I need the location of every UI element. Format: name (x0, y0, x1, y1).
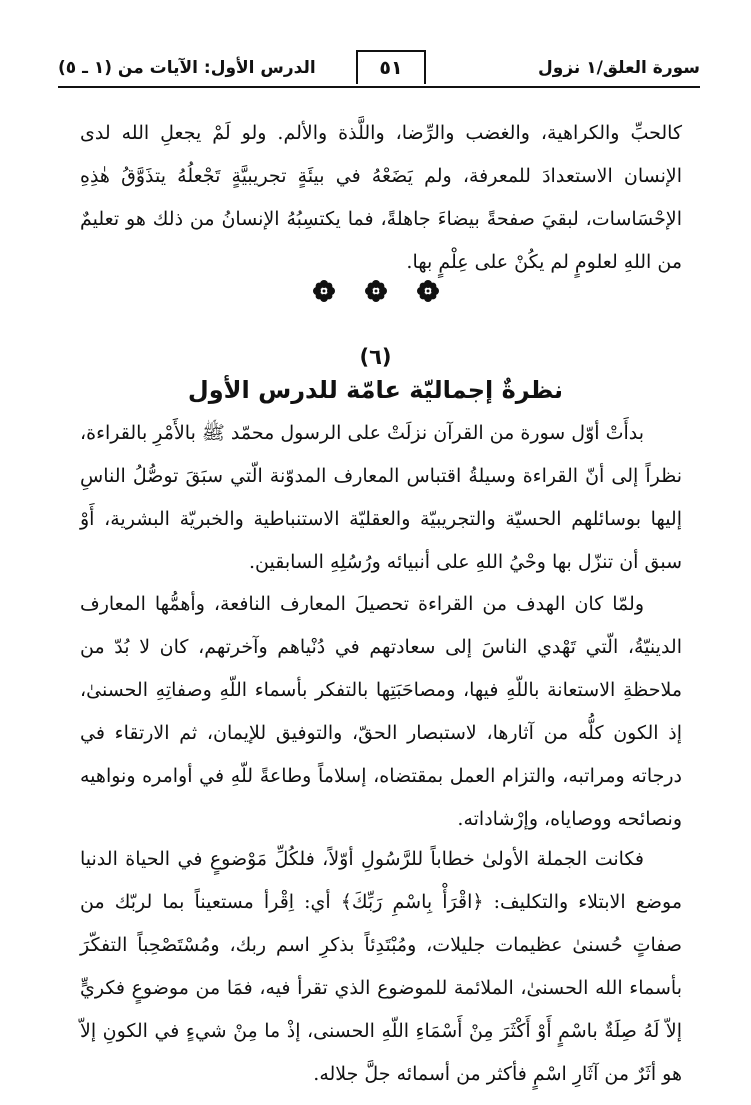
header-surah-title: سورة العلق/١ نزول (538, 58, 700, 78)
paragraph-3: ولمّا كان الهدف من القراءة تحصيلَ المعارف النافعة، وأهمُّها المعارف الدينيّةُ، الّتي تَهْدي الناسَ إلى سعادتهم في دُنْياهم وآخرتهم، كان لا بُدّ من ملاحظةِ الاستعانة باللّهِ فيها، ومصاحَبَتِها بالتفكر بأسماء اللّهِ وصفاتِهِ الحسنىٰ، إذ الكون كلُّه من آثارها، لاستبصار الحقّ، والتوفيق للإيمان، ثم الارتقاء في درجاته ومراتبه، والتزام العمل بمقتضاه، إسلاماً وطاعةً للّهِ في أوامره ونواهيه ونصائحه ووصاياه، وإرْشاداته. (80, 593, 682, 830)
flower-ornament-icon (311, 278, 337, 308)
page-number: ٥١ (379, 57, 403, 79)
header-divider (58, 86, 700, 88)
flower-ornament-icon (363, 278, 389, 308)
paragraph-4: فكانت الجملة الأولىٰ خطاباً للرَّسُولِ أوّلاً، فلكُلِّ مَوْضوعٍ في الحياة الدنيا موضع الابتلاء والتكليف: ﴿اقْرَأْ بِاسْمِ رَبِّكَ﴾ أي: اِقْرأ مستعيناً بما لربّك من صفاتٍ حُسنىٰ عظيمات جليلات، ومُبْتَدِئاً بذكرِ اسم ربك، ومُسْتَصْحِباً التفكّرَ بأسماء الله الحسنىٰ، الملائمة للموضوع الذي تقرأ فيه، فمَا من موضوعٍ فكريٍّ إلاّ لَهُ صِلَةٌ باسْمٍ أَوْ أَكْثَرَ مِنْ أَسْمَاءِ اللّهِ الحسنى، إذْ ما مِنْ شيءٍ في الكونِ إلاّ هو أثَرٌ من آثَارِ اسْمٍ فأكثر من أسمائه جلَّ جلاله. (80, 848, 682, 1085)
header-lesson-title: الدرس الأول: الآيات من (١ ـ ٥) (58, 58, 316, 78)
paragraph-1: كالحبِّ والكراهية، والغضب والرِّضا، واللَّذة والألم. ولو لَمْ يجعلِ الله لدى الإنسان الاستعدادَ للمعرفة، ولم يَضَعْهُ في بيئَةٍ تجريبيَّةٍ تَجْعلُهُ يتذَوَّقُ هٰذِهِ الإحْسَاسات، لبقيَ صفحةً بيضاءَ جاهلةً، فما يكتسِبُهُ الإنسانُ من ذلك هو تعليمٌ من اللهِ لعلومٍ لم يكُنْ على عِلْمٍ بها. (80, 122, 682, 273)
page-number-box (356, 50, 426, 84)
paragraph-2: بدأَتْ أوّل سورة من القرآن نزلَتْ على الرسول محمّد ﷺ بالأَمْرِ بالقراءة، نظراً إلى أنّ القراءة وسيلةُ اقتباس المعارف المدوّنة الّتي سبَقَ توصُّلُ الناسِ إليها بوسائلهم الحسيّة والتجريبيّة والعقليّة الاستنباطية والخبريّة البشرية، أَوْ سبق أن تنزّل بها وحْيُ اللهِ على أنبيائه ورُسُلِهِ السابقين. (80, 422, 682, 573)
ornament-divider (0, 278, 751, 308)
section-number: (٦) (359, 345, 392, 369)
section-heading: نظرةٌ إجماليّة عامّة للدرس الأول (187, 376, 564, 404)
flower-ornament-icon (415, 278, 441, 308)
running-header (58, 50, 700, 86)
